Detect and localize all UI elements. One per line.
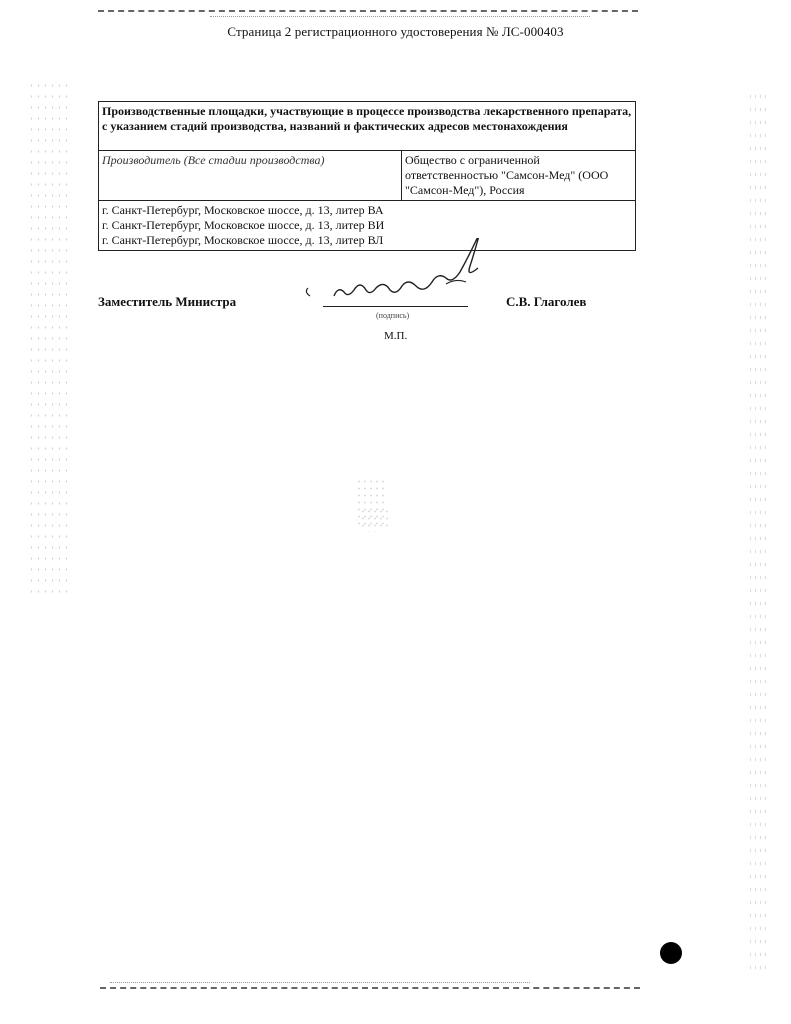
production-sites-table (98, 101, 636, 251)
scan-speckle (360, 508, 390, 532)
manufacturer-name: Общество с ограниченной ответственностью "Самсон-Мед" (ООО "Самсон-Мед"), Россия (402, 151, 636, 201)
scan-artifact-bottom (100, 987, 640, 989)
page-title: Страница 2 регистрационного удостоверения № ЛС-000403 (227, 24, 564, 39)
scan-artifact-top (98, 10, 638, 12)
table-header-row (99, 102, 636, 151)
manufacturer-role: Производитель (Все стадии производства) (99, 151, 402, 201)
signature-block (98, 294, 618, 324)
signature-line (323, 306, 468, 307)
scan-artifact-bottom-secondary (110, 982, 530, 983)
signature-caption: (подпись) (376, 311, 410, 320)
table-row (99, 151, 636, 201)
address-line: г. Санкт-Петербург, Московское шоссе, д. 13, литер ВА (102, 203, 384, 217)
address-line: г. Санкт-Петербург, Московское шоссе, д. 13, литер ВИ (102, 218, 385, 232)
black-dot-mark (660, 942, 682, 964)
address-line: г. Санкт-Петербург, Московское шоссе, д. 13, литер ВЛ (102, 233, 384, 247)
scan-noise-right (748, 90, 768, 970)
scan-artifact-top-secondary (210, 16, 590, 17)
stamp-label: М.П. (384, 330, 408, 342)
table-heading: Производственные площадки, участвующие в процессе производства лекарственного препарата, с указанием стадий производства, названий и фактических адресов местонахождения (99, 102, 636, 151)
scan-noise-left (28, 80, 68, 600)
signer-role: Заместитель Министра (98, 294, 237, 309)
signer-name: С.В. Глаголев (506, 294, 587, 309)
